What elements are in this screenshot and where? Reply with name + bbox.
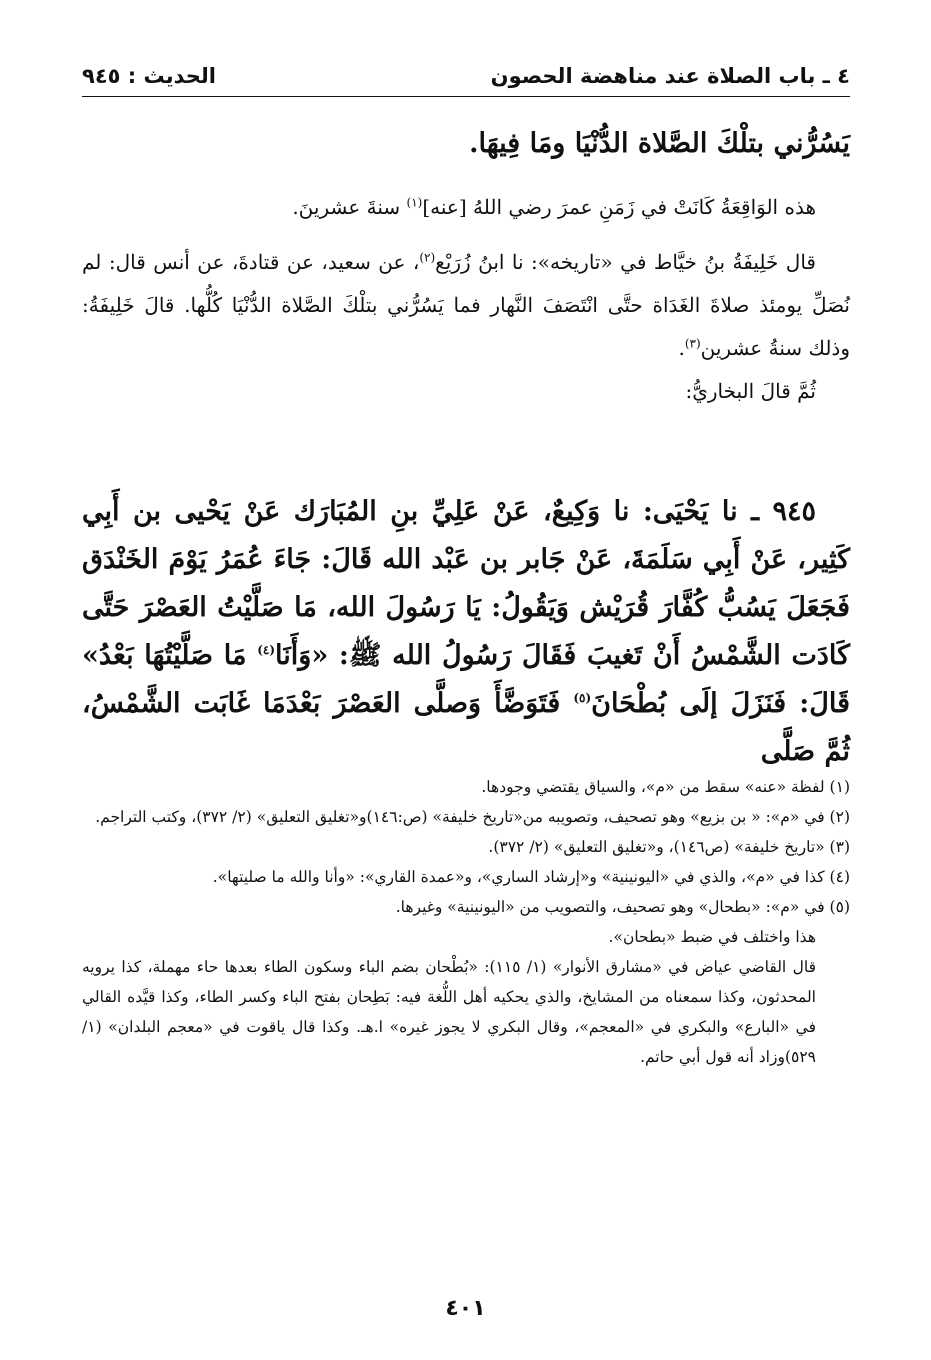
hadith-945-text	[82, 488, 850, 776]
para1-tail: سنةَ عشرينَ.	[292, 195, 407, 219]
running-header	[82, 62, 850, 97]
hadith-head: ٩٤٥ ـ نا يَحْيَى: نا وَكِيعٌ، عَنْ عَلِيِّ بنِ المُبَارَك عَنْ يَحْيى بن أَبِي كَثِير، عَنْ أَبِي سَلَمَةَ، عَنْ جَابر بن عَبْد الله قَالَ: جَاءَ عُمَرُ يَوْمَ الخَنْدَق فَجَعَلَ يَسُبُّ كُفَّارَ قُرَيْش وَيَقُولُ: يَا رَسُولَ الله، مَا صَلَّيْتُ العَصْرَ حَتَّى كَادَت الشَّمْسُ أَنْ تَغيبَ فَقَالَ رَسُولُ الله ﷺ: «وَأَنَا	[82, 496, 850, 671]
commentary-para-1	[82, 186, 850, 229]
para2-text: قال خَلِيفَةُ بنُ خيَّاط في «تاريخه»: نا ابنُ زُرَيْع	[435, 250, 816, 274]
continuation-text: يَسُرُّني بتلْكَ الصَّلاة الدُّنْيَا ومَا فِيهَا.	[469, 128, 850, 159]
commentary-para-3: ثُمَّ قالَ البخاريُّ:	[685, 379, 816, 403]
hadith-mid: مَا صَلَّيْتُهَا بَعْدُ» قَالَ: فَنَزَلَ إلَى بُطْحَانَ	[82, 640, 850, 719]
footnote-2: (٢) في «م»: « بن بزيع» وهو تصحيف، وتصويبه من«تاريخ خليفة» (ص:١٤٦)و«تغليق التعليق» (٢/ ٣٧٢)، وكتب التراجم.	[95, 808, 850, 826]
para2-end: .	[678, 336, 685, 360]
page-number: ٤٠١	[445, 1296, 486, 1321]
footnote-3: (٣) «تاريخ خليفة» (ص١٤٦)، و«تغليق التعليق» (٢/ ٣٧٢).	[488, 838, 850, 856]
footnote-ref-1[interactable]: (١)	[406, 195, 423, 210]
para2-mid: ، عن سعيد، عن قتادةَ، عن أنس قال: لم نُصَلِّ يومئذ صلاةَ الغَدَاة حتَّى انْتَصَفَ النَّهار فما يَسُرُّني بتلْكَ الصَّلاة الدُّنْيَا كُلُّها. قالَ خَلِيفَةُ: وذلك سنةُ عشرين	[82, 250, 850, 360]
footnotes-section	[82, 772, 850, 1072]
footnote-5-note-2: قال القاضي عياض في «مشارق الأنوار» (١/ ١١٥): «بُطْحان بضم الباء وسكون الطاء بعدها حاء مهملة، كذا يرويه المحدثون، وكذا سمعناه من المشايخ، والذي يحكيه أهل اللُّغة فيه: بَطِحان بفتح الباء وكسر الطاء، وكذا قيَّده القالي في «البارع» والبكري في «المعجم»، وقال البكري لا يجوز غيره» ا.هـ. وكذا قال ياقوت في «معجم البلدان» (١/ ٥٢٩)وزاد أنه قول أبي حاتم.	[82, 958, 816, 1066]
footnote-ref-3[interactable]: (٣)	[684, 336, 701, 351]
footnote-1: (١) لفظة «عنه» سقط من «م»، والسياق يقتضي وجودها.	[481, 778, 850, 796]
footnote-ref-2[interactable]: (٢)	[419, 250, 436, 265]
footnote-5-note-1: هذا واختلف في ضبط «بطحان».	[608, 928, 816, 946]
hadith-number-label: الحديث : ٩٤٥	[82, 64, 216, 88]
hadith-tail: فَتَوَضَّأَ وَصلَّى العَصْرَ بَعْدَمَا غَابَت الشَّمْسُ، ثُمَّ صَلَّى	[82, 688, 850, 767]
continued-hadith-line	[82, 120, 850, 168]
para1-text: هذه الوَاقِعَةُ كَانَتْ في زَمَنِ عمرَ رضي اللهُ [عنه]	[422, 195, 816, 219]
footnote-ref-4[interactable]: (٤)	[257, 643, 276, 657]
hadith-945-block	[82, 488, 850, 776]
chapter-title: ٤ ـ باب الصلاة عند مناهضة الحصون	[490, 64, 850, 88]
commentary-para-2	[82, 241, 850, 370]
footnote-4: (٤) كذا في «م»، والذي في «اليونينية» و«إرشاد الساري»، و«عمدة القاري»: «وأنا والله ما صليتها».	[212, 868, 850, 886]
commentary-block	[82, 186, 850, 413]
footnote-5: (٥) في «م»: «بطحال» وهو تصحيف، والتصويب من «اليونينية» وغيرها.	[395, 898, 850, 916]
footnote-ref-5[interactable]: (٥)	[573, 691, 592, 705]
